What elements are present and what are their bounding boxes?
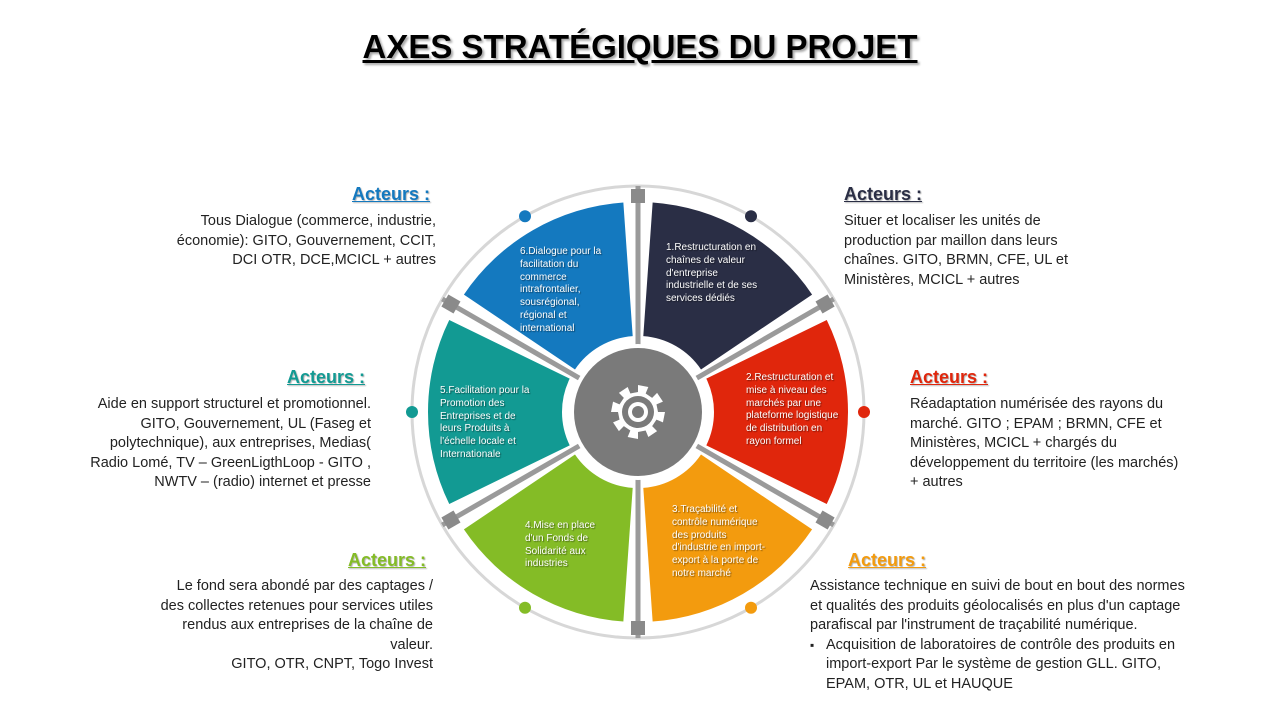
segment-label-3: 3.Traçabilité et contrôle numérique des produits d'industrie en import-export à la porte de notre marché <box>672 504 766 579</box>
actors-text-6: Tous Dialogue (commerce, industrie, économie): GITO, Gouvernement, CCIT, DCI OTR, DCE,MCICL + autres <box>176 213 436 268</box>
page-title: AXES STRATÉGIQUES DU PROJET <box>362 28 918 65</box>
segment-label-2: 2.Restructuration et mise à niveau des marchés par une plateforme logistique de distribution en rayon formel <box>746 372 839 447</box>
ring-dot-4 <box>519 602 531 614</box>
actors-heading-1: Acteurs : <box>844 184 923 204</box>
actors-text-1: Situer et localiser les unités de production par maillon dans leurs chaînes. GITO, BRMN, CFE, UL et Ministères, MCICL + autres <box>844 213 1069 288</box>
segment-label-1: 1.Restructuration en chaînes de valeur d'entreprise industrielle et de ses services dédiés <box>666 242 758 305</box>
actors-3-bullet: ▪ Acquisition de laboratoires de contrôle des produits en import-export Par le système de gestion GLL. GITO, EPAM, OTR, UL et HAUQUE <box>826 636 1190 695</box>
actors-text-3 <box>810 577 1190 694</box>
spoke-connector <box>631 189 645 203</box>
actors-text-4 <box>150 577 433 675</box>
segment-label-4: 4.Mise en place d'un Fonds de Solidarité aux industries <box>525 520 596 570</box>
actors-heading-2: Acteurs : <box>910 367 989 387</box>
ring-dot-5 <box>406 406 418 418</box>
actors-text-2: Réadaptation numérisée des rayons du marché. GITO ; EPAM ; BRMN, CFE et Ministères, MCICL + chargés du développement du territoire (les marchés) + autres <box>910 396 1179 490</box>
segment-label-6: 6.Dialogue pour la facilitation du commerce intrafrontalier, sousrégional, régional et international <box>520 246 602 334</box>
actors-heading-3: Acteurs : <box>848 550 927 570</box>
actors-heading-4: Acteurs : <box>348 550 427 570</box>
actors-text-3-main: Assistance technique en suivi de bout en bout des normes et qualités des produits géolocalisés en plus d'un captage parafiscal par l'instrument de traçabilité numérique. <box>810 578 1185 633</box>
ring-dot-6 <box>519 210 531 222</box>
actors-3-bullet-list <box>810 636 1190 695</box>
spoke-connector <box>631 621 645 635</box>
actors-text-4-main: Le fond sera abondé par des captages / des collectes retenues pour services utiles rendus aux entreprises de la chaîne de valeur. <box>160 578 433 653</box>
actors-heading-6: Acteurs : <box>352 184 431 204</box>
actors-heading-5: Acteurs : <box>287 367 366 387</box>
ring-dot-3 <box>745 602 757 614</box>
ring-dot-2 <box>858 406 870 418</box>
segment-label-5: 5.Facilitation pour la Promotion des Entreprises et de leurs Produits à l'échelle locale et Internationale <box>440 385 530 460</box>
actors-text-4-list: GITO, OTR, CNPT, Togo Invest <box>231 656 433 672</box>
actors-text-5: Aide en support structurel et promotionnel. GITO, Gouvernement, UL (Faseg et polytechnique), aux entreprises, Medias( Radio Lomé, TV – GreenLigthLoop - GITO , NWTV – (radio) internet et presse <box>90 396 371 490</box>
ring-dot-1 <box>745 210 757 222</box>
